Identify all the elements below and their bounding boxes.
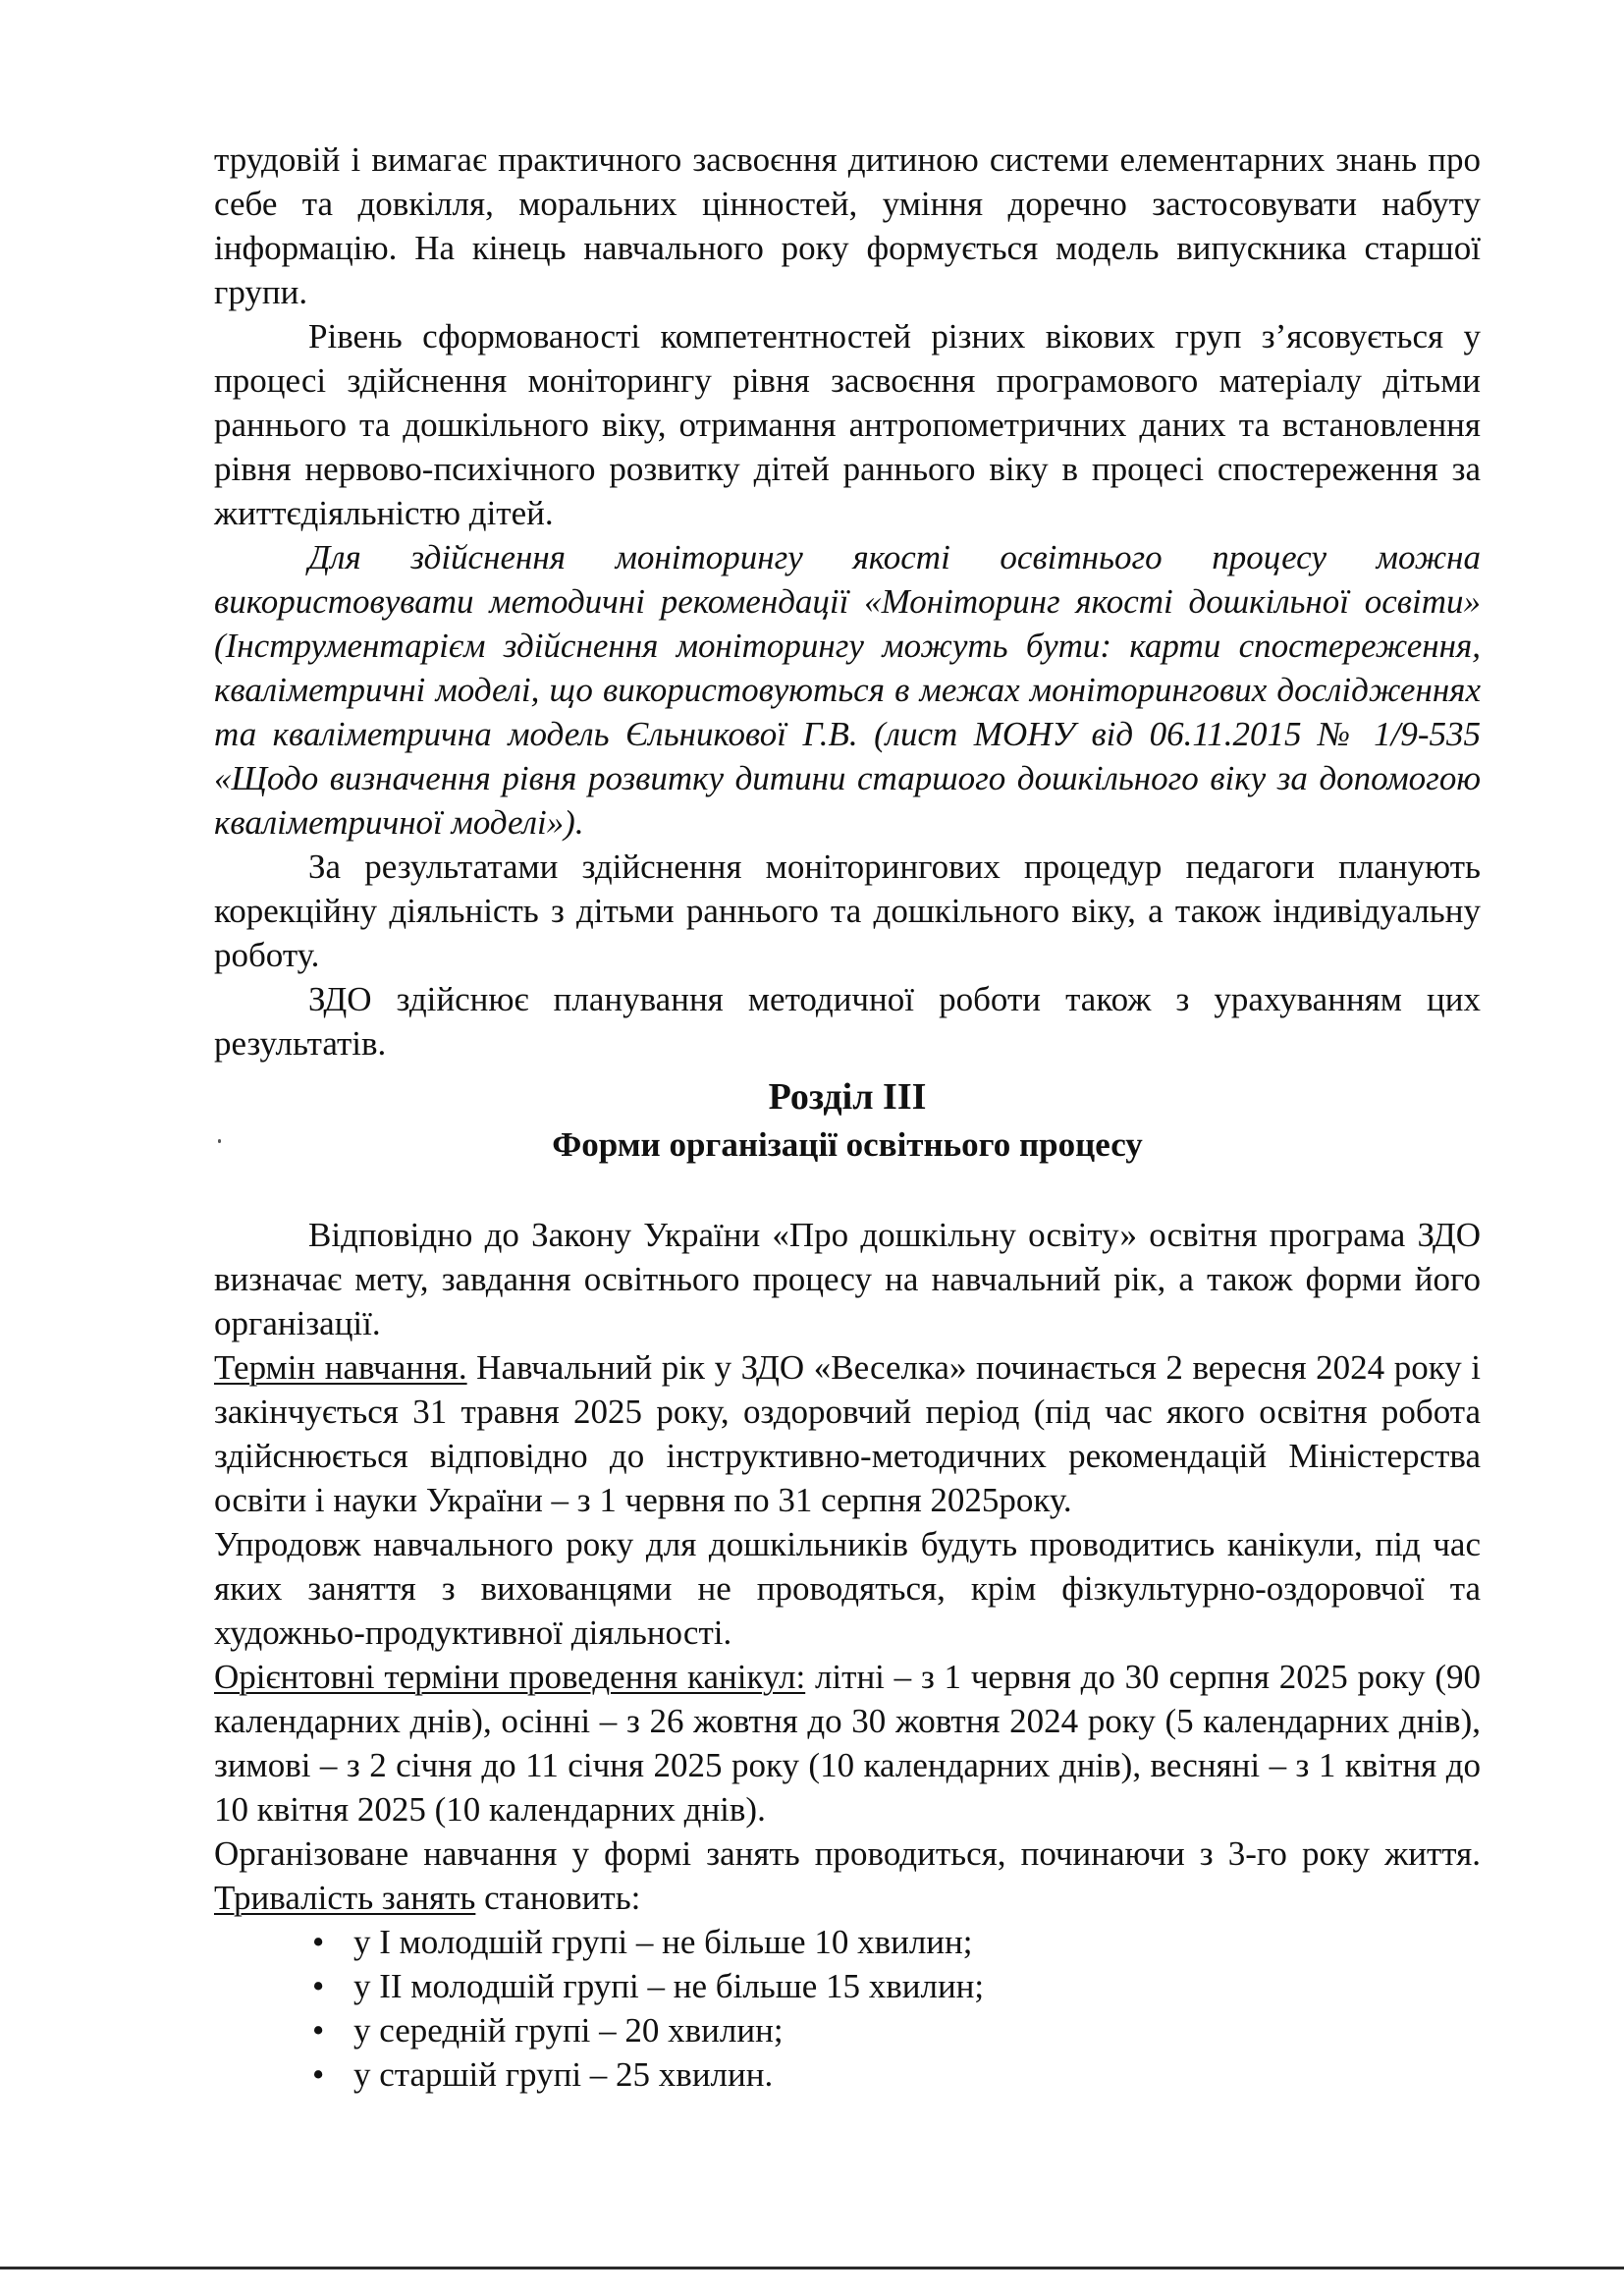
study-term-text: Навчальний рік у ЗДО «Веселка» починається 2 вересня 2024 року і закінчується 31 травня 2025 року, оздоровчий період (під час якого освітня робота здійснюється відповідно до інструктивно-методичних рекомендацій Міністерства освіти і науки України – з 1 червня по 31 серпня 2025року. bbox=[214, 1348, 1482, 1519]
paragraph-holiday-dates bbox=[214, 1655, 1481, 1831]
paragraph-monitoring-recommendations: Для здійснення моніторингу якості освітнього процесу можна використовувати методичні рекомендації «Моніторинг якості дошкільної освіти» (Інструментарієм здійснення моніторингу можуть бути: карти спостереження, кваліметричні моделі, що використовуються в межах моніторингових дослідженнях та кваліметрична модель Єльникової Г.В. (лист МОНУ від 06.11.2015 № 1/9-535 «Щодо визначення рівня розвитку дитини старшого дошкільного віку за допомогою кваліметричної моделі»). bbox=[214, 538, 1481, 842]
paragraph-law-reference: Відповідно до Закону України «Про дошкільну освіту» освітня програма ЗДО визначає мету, завдання освітнього процесу на навчальний рік, а також форми його організації. bbox=[214, 1216, 1481, 1342]
bullet-icon: • bbox=[312, 1923, 325, 1961]
list-item bbox=[308, 1920, 1481, 1964]
lesson-duration-suffix: становить: bbox=[475, 1879, 641, 1917]
section-title: Розділ ІІІ bbox=[768, 1076, 927, 1118]
bullet-icon: • bbox=[312, 2055, 325, 2094]
list-item bbox=[308, 1964, 1481, 2008]
paragraph-study-term bbox=[214, 1345, 1481, 1522]
bullet-icon: • bbox=[312, 2011, 325, 2050]
duration-list bbox=[214, 1920, 1481, 2097]
bullet-icon: • bbox=[312, 1967, 325, 2005]
list-item-text: у старшій групі – 25 хвилин. bbox=[353, 2055, 774, 2094]
list-item-text: у середній групі – 20 хвилин; bbox=[353, 2011, 784, 2050]
paragraph-lesson-duration bbox=[214, 1831, 1481, 1920]
paragraph-model-graduate: трудовій і вимагає практичного засвоєння дитиною системи елементарних знань про себе та довкілля, моральних цінностей, уміння доречно застосовувати набуту інформацію. На кінець навчального року формується модель випускника старшої групи. bbox=[214, 140, 1481, 311]
list-item bbox=[308, 2052, 1481, 2097]
study-term-label: Термін навчання. bbox=[214, 1348, 467, 1387]
list-item-text: у І молодшій групі – не більше 10 хвилин; bbox=[353, 1923, 973, 1961]
lesson-duration-label: Тривалість занять bbox=[214, 1879, 476, 1917]
paragraph-methodical-planning: ЗДО здійснює планування методичної роботи також з урахуванням цих результатів. bbox=[214, 980, 1481, 1063]
paragraph-correction-planning: За результатами здійснення моніторингових процедур педагоги планують корекційну діяльність з дітьми раннього та дошкільного віку, а також індивідуальну роботу. bbox=[214, 847, 1481, 974]
list-item bbox=[308, 2008, 1481, 2052]
scan-dust-mark bbox=[218, 1139, 221, 1143]
document-body bbox=[214, 137, 1481, 2097]
paragraph-holidays-intro: Упродовж навчального року для дошкільників будуть проводитись канікули, під час яких заняття з вихованцями не проводяться, крім фізкультурно-оздоровчої та художньо-продуктивної діяльності. bbox=[214, 1525, 1481, 1652]
page-bottom-rule bbox=[0, 2267, 1624, 2269]
holiday-dates-text: літні – з 1 червня до 30 серпня 2025 року (90 календарних днів), осінні – з 26 жовтня до 30 жовтня 2024 року (5 календарних днів), зимові – з 2 січня до 11 січня 2025 року (10 календарних днів), весняні – з 1 квітня до 10 квітня 2025 (10 календарних днів). bbox=[214, 1658, 1481, 1829]
paragraph-competence-level: Рівень сформованості компетентностей різних вікових груп з’ясовується у процесі здійснення моніторингу рівня засвоєння програмового матеріалу дітьми раннього та дошкільного віку, отримання антропометричних даних та встановлення рівня нервово-психічного розвитку дітей раннього віку в процесі спостереження за життєдіяльністю дітей. bbox=[214, 317, 1481, 532]
holiday-dates-label: Орієнтовні терміни проведення канікул: bbox=[214, 1658, 806, 1696]
list-item-text: у ІІ молодшій групі – не більше 15 хвилин; bbox=[353, 1967, 985, 2005]
lesson-duration-intro: Організоване навчання у формі занять проводиться, починаючи з 3-го року життя. bbox=[214, 1834, 1481, 1873]
section-subtitle: Форми організації освітнього процесу bbox=[552, 1125, 1143, 1164]
